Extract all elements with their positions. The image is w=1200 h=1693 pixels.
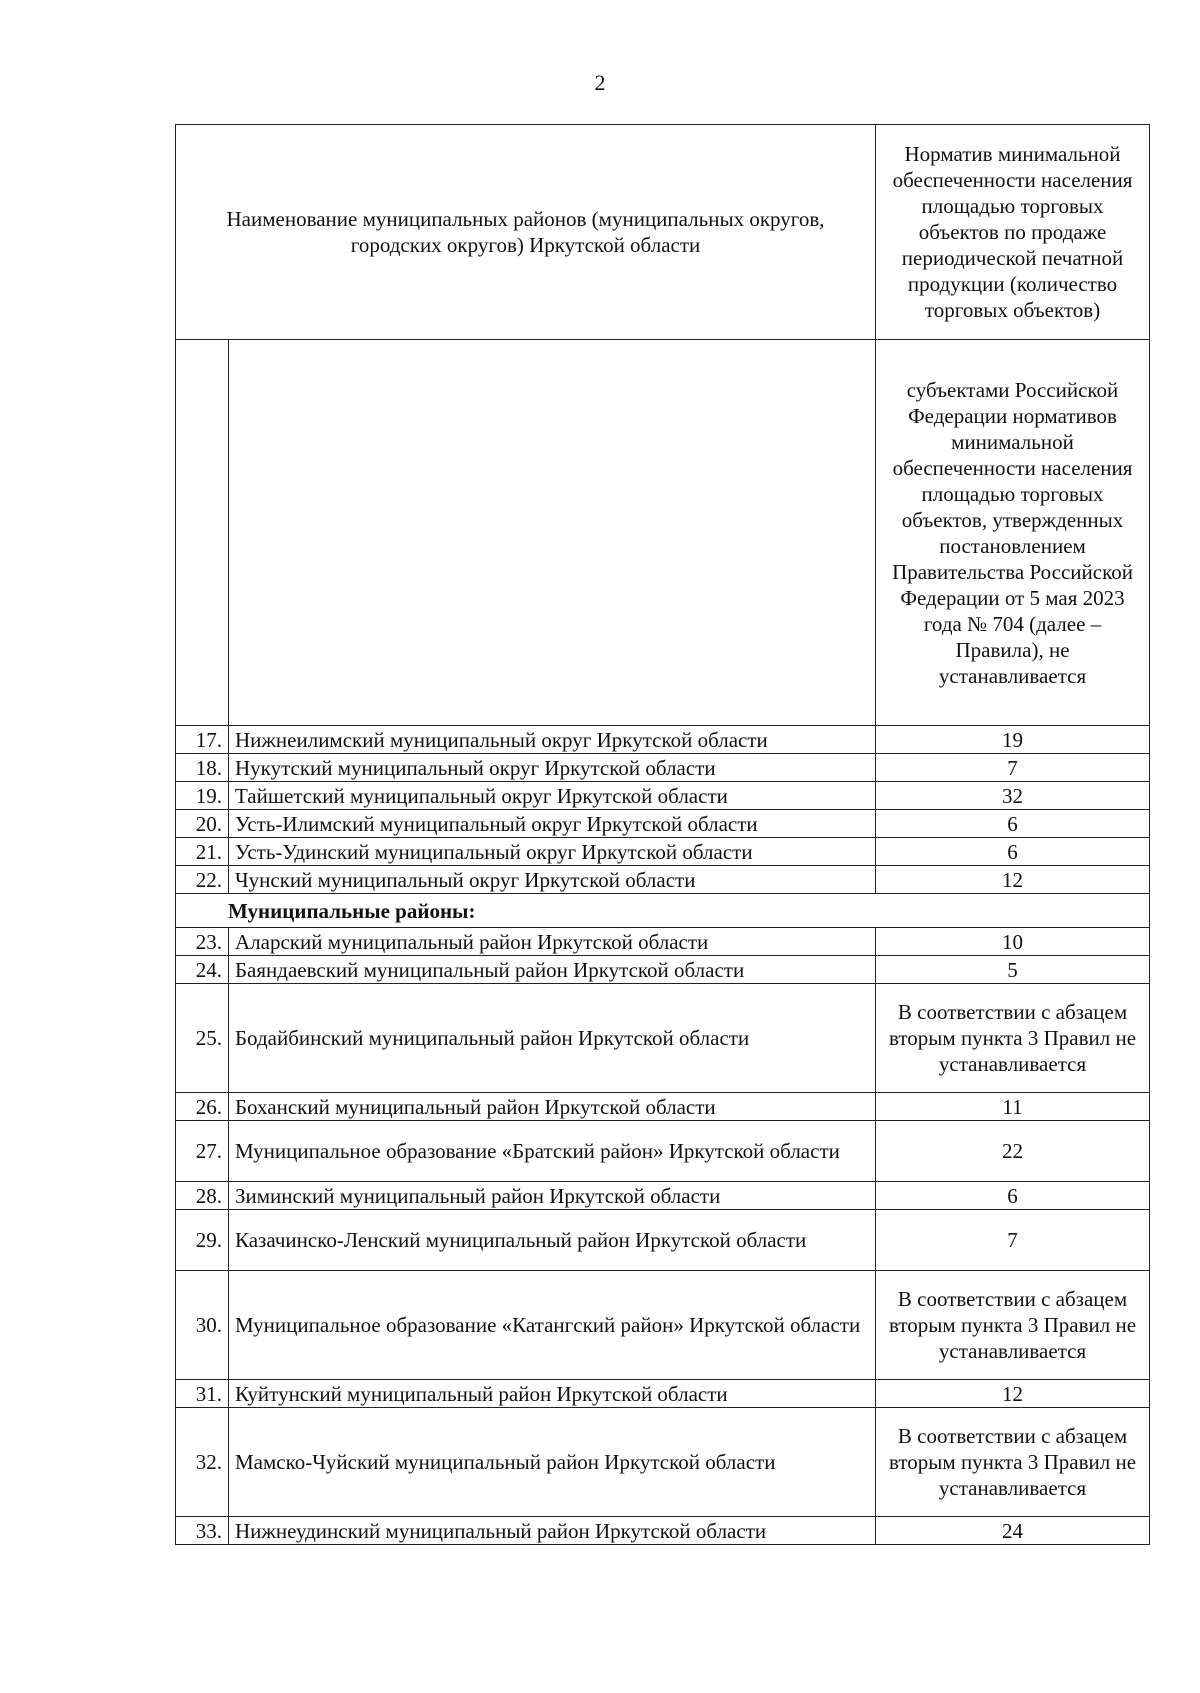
row-number: 25. — [176, 984, 229, 1093]
row-value: 10 — [876, 928, 1150, 956]
continued-name-cell — [229, 340, 876, 726]
table-row — [176, 984, 1150, 1093]
row-name: Муниципальное образование «Катангский район» Иркутской области — [229, 1271, 876, 1380]
table-row — [176, 1093, 1150, 1121]
row-value: В соответствии с абзацем вторым пункта 3 Правил не устанавливается — [876, 1408, 1150, 1517]
row-name: Муниципальное образование «Братский район» Иркутской области — [229, 1121, 876, 1182]
row-value: 19 — [876, 726, 1150, 754]
table-row — [176, 866, 1150, 894]
row-name: Нижнеилимский муниципальный округ Иркутской области — [229, 726, 876, 754]
row-value: 7 — [876, 1210, 1150, 1271]
row-name: Зиминский муниципальный район Иркутской области — [229, 1182, 876, 1210]
row-value: 6 — [876, 1182, 1150, 1210]
row-number: 30. — [176, 1271, 229, 1380]
row-number: 27. — [176, 1121, 229, 1182]
table-row — [176, 1408, 1150, 1517]
table-row — [176, 1271, 1150, 1380]
continued-value-cell: субъектами Российской Федерации нормативов минимальной обеспеченности населения площадью торговых объектов, утвержденных постановлением Правительства Российской Федерации от 5 мая 2023 года № 704 (далее – Правила), не устанавливается — [876, 340, 1150, 726]
row-name: Нукутский муниципальный округ Иркутской области — [229, 754, 876, 782]
header-name-column: Наименование муниципальных районов (муниципальных округов, городских округов) Иркутской области — [176, 125, 876, 340]
row-name: Усть-Удинский муниципальный округ Иркутской области — [229, 838, 876, 866]
table-row — [176, 1380, 1150, 1408]
table-row — [176, 754, 1150, 782]
row-number: 24. — [176, 956, 229, 984]
row-number: 26. — [176, 1093, 229, 1121]
row-value: 11 — [876, 1093, 1150, 1121]
table-row — [176, 956, 1150, 984]
row-name: Нижнеудинский муниципальный район Иркутской области — [229, 1517, 876, 1545]
header-value-column: Норматив минимальной обеспеченности населения площадью торговых объектов по продаже периодической печатной продукции (количество торговых объектов) — [876, 125, 1150, 340]
table-row — [176, 838, 1150, 866]
row-name: Казачинско-Ленский муниципальный район Иркутской области — [229, 1210, 876, 1271]
table-row — [176, 1182, 1150, 1210]
row-value: 24 — [876, 1517, 1150, 1545]
row-name: Бодайбинский муниципальный район Иркутской области — [229, 984, 876, 1093]
row-number: 29. — [176, 1210, 229, 1271]
page-number: 2 — [594, 70, 606, 95]
row-value: В соответствии с абзацем вторым пункта 3 Правил не устанавливается — [876, 1271, 1150, 1380]
row-value: 32 — [876, 782, 1150, 810]
row-name: Чунский муниципальный округ Иркутской области — [229, 866, 876, 894]
row-number: 17. — [176, 726, 229, 754]
row-value: 12 — [876, 1380, 1150, 1408]
row-number: 32. — [176, 1408, 229, 1517]
row-number: 19. — [176, 782, 229, 810]
row-value: 7 — [876, 754, 1150, 782]
table-row — [176, 1121, 1150, 1182]
table-row — [176, 810, 1150, 838]
row-value: В соответствии с абзацем вторым пункта 3 Правил не устанавливается — [876, 984, 1150, 1093]
section-heading: Муниципальные районы: — [176, 894, 1150, 928]
row-number: 21. — [176, 838, 229, 866]
row-value: 22 — [876, 1121, 1150, 1182]
row-name: Тайшетский муниципальный округ Иркутской области — [229, 782, 876, 810]
row-value: 5 — [876, 956, 1150, 984]
continued-num-cell — [176, 340, 229, 726]
row-number: 20. — [176, 810, 229, 838]
row-name: Аларский муниципальный район Иркутской области — [229, 928, 876, 956]
row-name: Усть-Илимский муниципальный округ Иркутской области — [229, 810, 876, 838]
table-row — [176, 1517, 1150, 1545]
row-value: 6 — [876, 838, 1150, 866]
row-name: Баяндаевский муниципальный район Иркутской области — [229, 956, 876, 984]
row-name: Мамско-Чуйский муниципальный район Иркутской области — [229, 1408, 876, 1517]
row-number: 22. — [176, 866, 229, 894]
row-value: 12 — [876, 866, 1150, 894]
table-row — [176, 726, 1150, 754]
table-header-row — [176, 125, 1150, 340]
row-number: 23. — [176, 928, 229, 956]
continued-row — [176, 340, 1150, 726]
row-number: 31. — [176, 1380, 229, 1408]
row-number: 18. — [176, 754, 229, 782]
row-number: 33. — [176, 1517, 229, 1545]
row-value: 6 — [876, 810, 1150, 838]
table-row — [176, 782, 1150, 810]
norm-table — [175, 124, 1150, 1545]
section-row — [176, 894, 1150, 928]
row-name: Куйтунский муниципальный район Иркутской области — [229, 1380, 876, 1408]
row-name: Боханский муниципальный район Иркутской области — [229, 1093, 876, 1121]
table-row — [176, 928, 1150, 956]
table-row — [176, 1210, 1150, 1271]
row-number: 28. — [176, 1182, 229, 1210]
